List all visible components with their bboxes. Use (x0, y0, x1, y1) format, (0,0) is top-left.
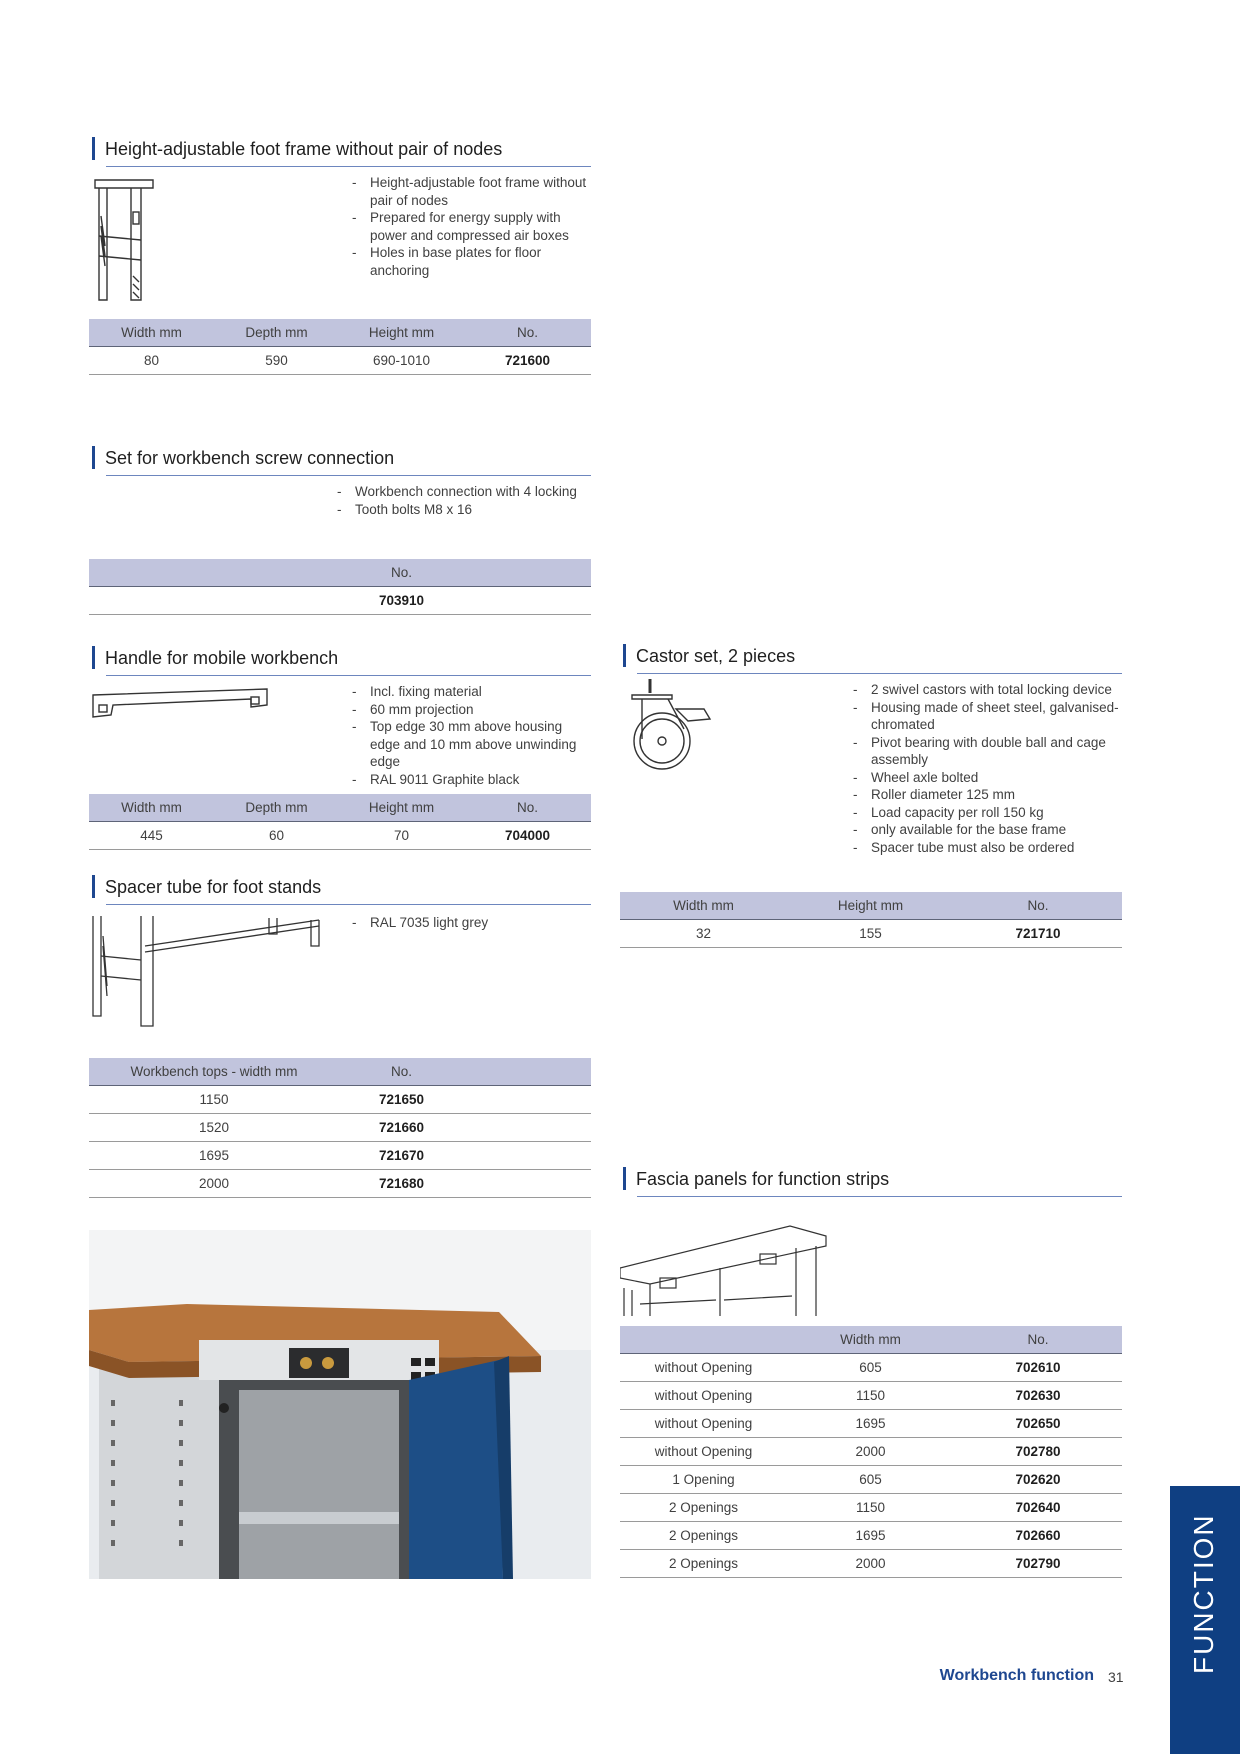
column-header: No. (464, 319, 591, 347)
article-number: 702630 (954, 1382, 1122, 1410)
feature-list (352, 174, 588, 279)
section-screw-set (89, 447, 591, 617)
table-cell: 2000 (787, 1550, 954, 1578)
feature-item: - only available for the base frame (853, 821, 1123, 839)
table-cell: without Opening (620, 1382, 787, 1410)
section-rule (106, 475, 591, 476)
feature-item: - Height-adjustable foot frame without pair of nodes (352, 174, 588, 209)
feature-item: - 60 mm projection (352, 701, 590, 719)
article-number: 721650 (339, 1086, 464, 1114)
column-header: No. (954, 892, 1122, 920)
column-header: Width mm (89, 794, 214, 822)
table-row (620, 1410, 1122, 1438)
fascia-panel-drawing (620, 1208, 830, 1318)
table-cell: 690-1010 (339, 347, 464, 375)
spec-table (89, 1058, 591, 1198)
table-row (89, 1114, 591, 1142)
feature-list (352, 914, 590, 932)
table-cell: 1695 (89, 1142, 339, 1170)
chapter-tab-label: FUNCTION (1188, 1513, 1219, 1675)
table-cell: 70 (339, 822, 464, 850)
feature-item: - Pivot bearing with double ball and cage assembly (853, 734, 1123, 769)
article-number: 702790 (954, 1550, 1122, 1578)
spec-table (89, 559, 591, 615)
table-cell: 2000 (89, 1170, 339, 1198)
table-row (89, 587, 591, 615)
feature-item: - Spacer tube must also be ordered (853, 839, 1123, 857)
article-number: 702650 (954, 1410, 1122, 1438)
article-number: 703910 (339, 587, 464, 615)
column-header: Width mm (89, 319, 214, 347)
spec-table (89, 794, 591, 850)
workbench-photo (89, 1230, 591, 1579)
section-spacer (89, 876, 591, 1201)
column-header: No. (954, 1326, 1122, 1354)
column-header: No. (339, 1058, 464, 1086)
feature-item: - Incl. fixing material (352, 683, 590, 701)
article-number: 702780 (954, 1438, 1122, 1466)
section-foot-frame (89, 138, 591, 378)
section-rule (106, 904, 591, 905)
column-header: Height mm (339, 794, 464, 822)
feature-item: - RAL 9011 Graphite black (352, 771, 590, 789)
footer-title: Workbench function (939, 1667, 1094, 1684)
section-rule (637, 673, 1122, 674)
column-header: Height mm (339, 319, 464, 347)
article-number: 702640 (954, 1494, 1122, 1522)
feature-list (352, 683, 590, 788)
table-cell: 80 (89, 347, 214, 375)
feature-item: - Prepared for energy supply with power and compressed air boxes (352, 209, 588, 244)
article-number: 721680 (339, 1170, 464, 1198)
table-cell: without Opening (620, 1410, 787, 1438)
table-cell: 2 Openings (620, 1550, 787, 1578)
table-cell: 2 Openings (620, 1494, 787, 1522)
table-cell: 605 (787, 1354, 954, 1382)
section-handle (89, 647, 591, 852)
article-number: 702620 (954, 1466, 1122, 1494)
handle-drawing (91, 685, 271, 719)
spec-table (620, 892, 1122, 948)
section-rule (106, 675, 591, 676)
table-row (89, 1086, 591, 1114)
table-cell: 445 (89, 822, 214, 850)
feature-item: - Workbench connection with 4 locking (337, 483, 589, 501)
column-header: No. (339, 559, 464, 587)
spacer-tube-drawing (89, 916, 329, 1031)
column-header: Width mm (787, 1326, 954, 1354)
feature-item: - Wheel axle bolted (853, 769, 1123, 787)
table-row (620, 1550, 1122, 1578)
table-cell: 1150 (787, 1494, 954, 1522)
table-row (620, 1494, 1122, 1522)
table-cell: 2000 (787, 1438, 954, 1466)
article-number: 721660 (339, 1114, 464, 1142)
feature-item: - 2 swivel castors with total locking device (853, 681, 1123, 699)
column-header: Depth mm (214, 319, 339, 347)
feature-list (853, 681, 1123, 856)
section-fascia (620, 1168, 1122, 1580)
table-row (620, 1382, 1122, 1410)
table-cell: 1 Opening (620, 1466, 787, 1494)
article-number: 704000 (464, 822, 591, 850)
section-title: Fascia panels for function strips (620, 1168, 889, 1190)
section-title: Spacer tube for foot stands (89, 876, 321, 898)
article-number: 702610 (954, 1354, 1122, 1382)
section-castor (620, 645, 1122, 950)
section-rule (637, 1196, 1122, 1197)
feature-item: - Load capacity per roll 150 kg (853, 804, 1123, 822)
feature-list (337, 483, 589, 518)
table-cell: 1150 (787, 1382, 954, 1410)
table-cell: without Opening (620, 1438, 787, 1466)
article-number: 702660 (954, 1522, 1122, 1550)
foot-frame-drawing (91, 176, 161, 306)
page-number: 31 (1108, 1669, 1124, 1685)
table-row (620, 1438, 1122, 1466)
column-header: Height mm (787, 892, 954, 920)
column-header: Width mm (620, 892, 787, 920)
table-cell: without Opening (620, 1354, 787, 1382)
feature-item: - Tooth bolts M8 x 16 (337, 501, 589, 519)
table-row (89, 1170, 591, 1198)
table-row (620, 1522, 1122, 1550)
section-title: Height-adjustable foot frame without pair of nodes (89, 138, 502, 160)
feature-item: - Roller diameter 125 mm (853, 786, 1123, 804)
spec-table (89, 319, 591, 375)
column-header: No. (464, 794, 591, 822)
section-title: Handle for mobile workbench (89, 647, 338, 669)
table-row (89, 822, 591, 850)
spec-table (620, 1326, 1122, 1578)
feature-item: - Housing made of sheet steel, galvanised-chromated (853, 699, 1123, 734)
table-cell: 60 (214, 822, 339, 850)
table-row (620, 920, 1122, 948)
column-header: Depth mm (214, 794, 339, 822)
column-header (620, 1326, 787, 1354)
table-row (89, 347, 591, 375)
table-row (620, 1466, 1122, 1494)
table-cell: 590 (214, 347, 339, 375)
column-header: Workbench tops - width mm (89, 1058, 339, 1086)
table-cell: 1695 (787, 1522, 954, 1550)
article-number: 721710 (954, 920, 1122, 948)
table-cell: 1150 (89, 1086, 339, 1114)
table-row (620, 1354, 1122, 1382)
section-rule (106, 166, 591, 167)
table-cell: 1520 (89, 1114, 339, 1142)
table-cell: 1695 (787, 1410, 954, 1438)
castor-drawing (628, 679, 718, 779)
table-row (89, 1142, 591, 1170)
table-cell: 605 (787, 1466, 954, 1494)
feature-item: - Top edge 30 mm above housing edge and 10 mm above unwinding edge (352, 718, 590, 771)
table-cell: 155 (787, 920, 954, 948)
feature-item: - RAL 7035 light grey (352, 914, 590, 932)
table-cell: 2 Openings (620, 1522, 787, 1550)
section-title: Set for workbench screw connection (89, 447, 394, 469)
feature-item: - Holes in base plates for floor anchoring (352, 244, 588, 279)
article-number: 721670 (339, 1142, 464, 1170)
table-cell: 32 (620, 920, 787, 948)
article-number: 721600 (464, 347, 591, 375)
section-title: Castor set, 2 pieces (620, 645, 795, 667)
